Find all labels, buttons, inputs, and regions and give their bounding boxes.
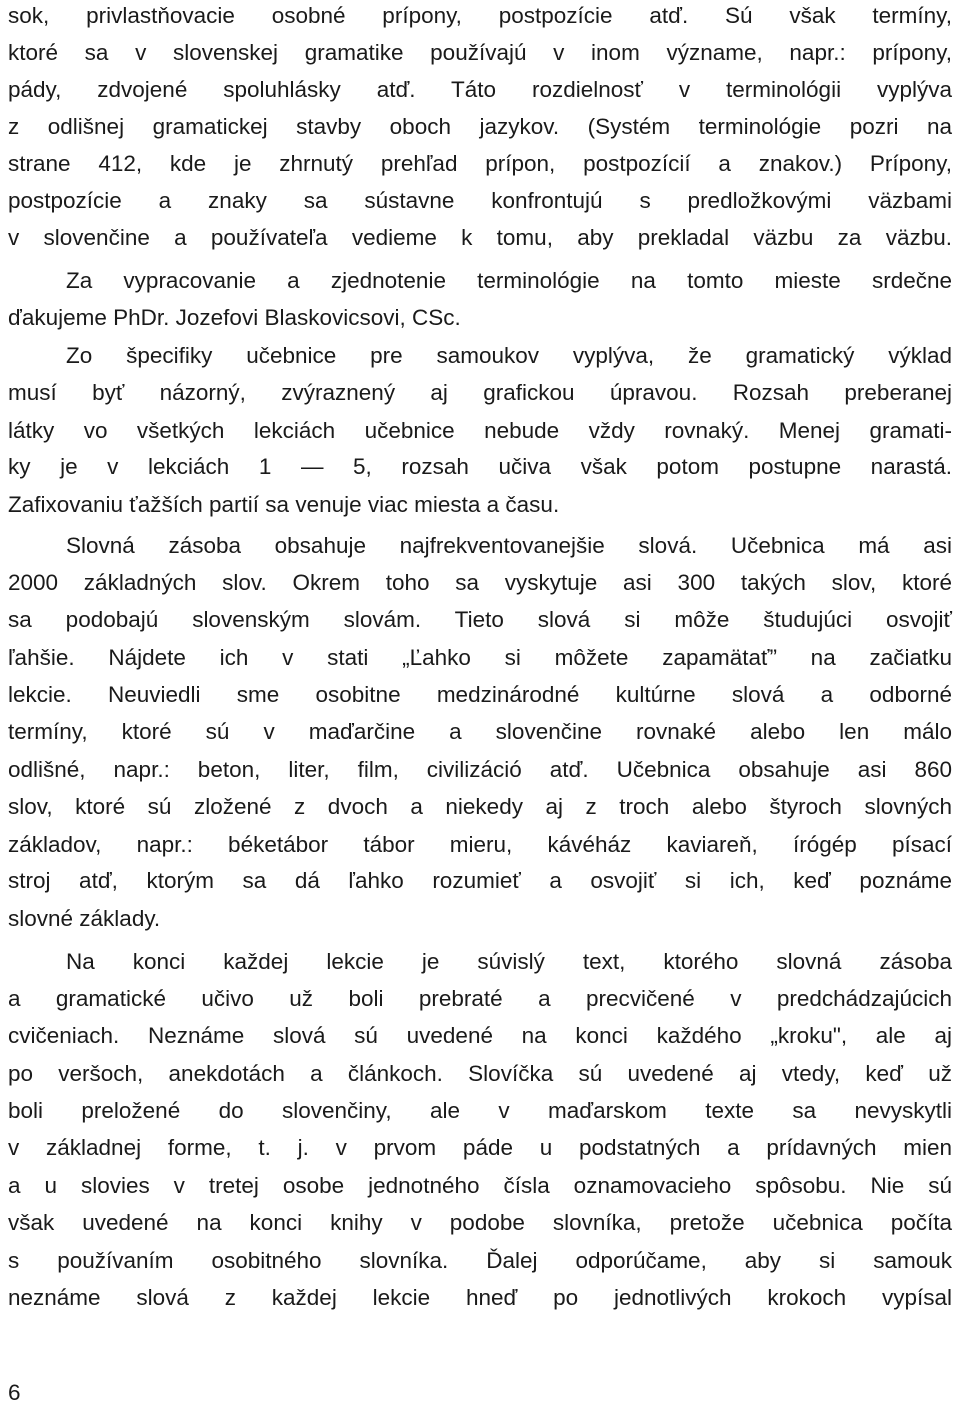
text-line: strane 412, kde je zhrnutý prehľad prípon, postpozícií a znakov.) Prípony, [8, 151, 952, 176]
text-line: slov, ktoré sú zložené z dvoch a niekedy aj z troch alebo štyroch slovných [8, 794, 952, 819]
text-line: stroj atď, ktorým sa dá ľahko rozumieť a osvojiť si ich, keď poznáme [8, 868, 952, 893]
text-line: ktoré sa v slovenskej gramatike používajú v inom význame, napr.: prípony, [8, 40, 952, 65]
text-line: sa podobajú slovenským slovám. Tieto slová si môže študujúci osvojiť [8, 607, 952, 632]
text-line: však uvedené na konci knihy v podobe slovníka, pretože učebnica počíta [8, 1210, 952, 1235]
text-line: lekcie. Neuviedli sme osobitne medzinárodné kultúrne slová a odborné [8, 682, 952, 707]
text-line: základov, napr.: béketábor tábor mieru, kávéház kaviareň, írógép písací [8, 832, 952, 857]
page-number: 6 [8, 1380, 21, 1405]
text-line: slovné základy. [8, 906, 161, 931]
text-line: ľahšie. Nájdete ich v stati „Ľahko si môžete zapamätať” na začiatku [8, 645, 952, 670]
paragraph-first-line: Za vypracovanie a zjednotenie terminológie na tomto mieste srdečne [66, 268, 952, 293]
text-line: Zafixovaniu ťažších partií sa venuje viac miesta a času. [8, 492, 560, 517]
text-line: s používaním osobitného slovníka. Ďalej odporúčame, aby si samouk [8, 1248, 952, 1273]
text-line: neznáme slová z každej lekcie hneď po jednotlivých krokoch vypísal [8, 1285, 952, 1310]
text-line: v slovenčine a používateľa vedieme k tomu, aby prekladal väzbu za väzbu. [8, 225, 952, 250]
text-line: látky vo všetkých lekciách učebnice nebude vždy rovnaký. Menej gramati- [8, 418, 952, 443]
text-line: postpozície a znaky sa sústavne konfrontujú s predložkovými väzbami [8, 188, 952, 213]
text-line: 2000 základných slov. Okrem toho sa vyskytuje asi 300 takých slov, ktoré [8, 570, 952, 595]
text-line: cvičeniach. Neznáme slová sú uvedené na konci každého „kroku", ale aj [8, 1023, 952, 1048]
text-line: ky je v lekciách 1 — 5, rozsah učiva však potom postupne narastá. [8, 454, 952, 479]
text-line: sok, privlastňovacie osobné prípony, postpozície atď. Sú však termíny, [8, 3, 952, 28]
paragraph-first-line: Slovná zásoba obsahuje najfrekventovanejšie slová. Učebnica má asi [66, 533, 952, 558]
text-line: a gramatické učivo už boli prebraté a precvičené v predchádzajúcich [8, 986, 952, 1011]
text-line: po veršoch, anekdotách a článkoch. Slovíčka sú uvedené aj vtedy, keď už [8, 1061, 952, 1086]
paragraph-first-line: Na konci každej lekcie je súvislý text, ktorého slovná zásoba [66, 949, 952, 974]
text-line: termíny, ktoré sú v maďarčine a slovenčine rovnaké alebo len málo [8, 719, 952, 744]
text-line: v základnej forme, t. j. v prvom páde u podstatných a prídavných mien [8, 1135, 952, 1160]
text-line: pády, zdvojené spoluhlásky atď. Táto rozdielnosť v terminológii vyplýva [8, 77, 952, 102]
text-line: odlišné, napr.: beton, liter, film, civilizáció atď. Učebnica obsahuje asi 860 [8, 757, 952, 782]
text-line: z odlišnej gramatickej stavby oboch jazykov. (Systém terminológie pozri na [8, 114, 952, 139]
text-line: a u slovies v tretej osobe jednotného čísla oznamovacieho spôsobu. Nie sú [8, 1173, 952, 1198]
paragraph-first-line: Zo špecifiky učebnice pre samoukov vyplýva, že gramatický výklad [66, 343, 952, 368]
text-line: ďakujeme PhDr. Jozefovi Blaskovicsovi, CSc. [8, 305, 461, 330]
text-line: boli preložené do slovenčiny, ale v maďarskom texte sa nevyskytli [8, 1098, 952, 1123]
text-line: musí byť názorný, zvýraznený aj grafickou úpravou. Rozsah preberanej [8, 380, 952, 405]
